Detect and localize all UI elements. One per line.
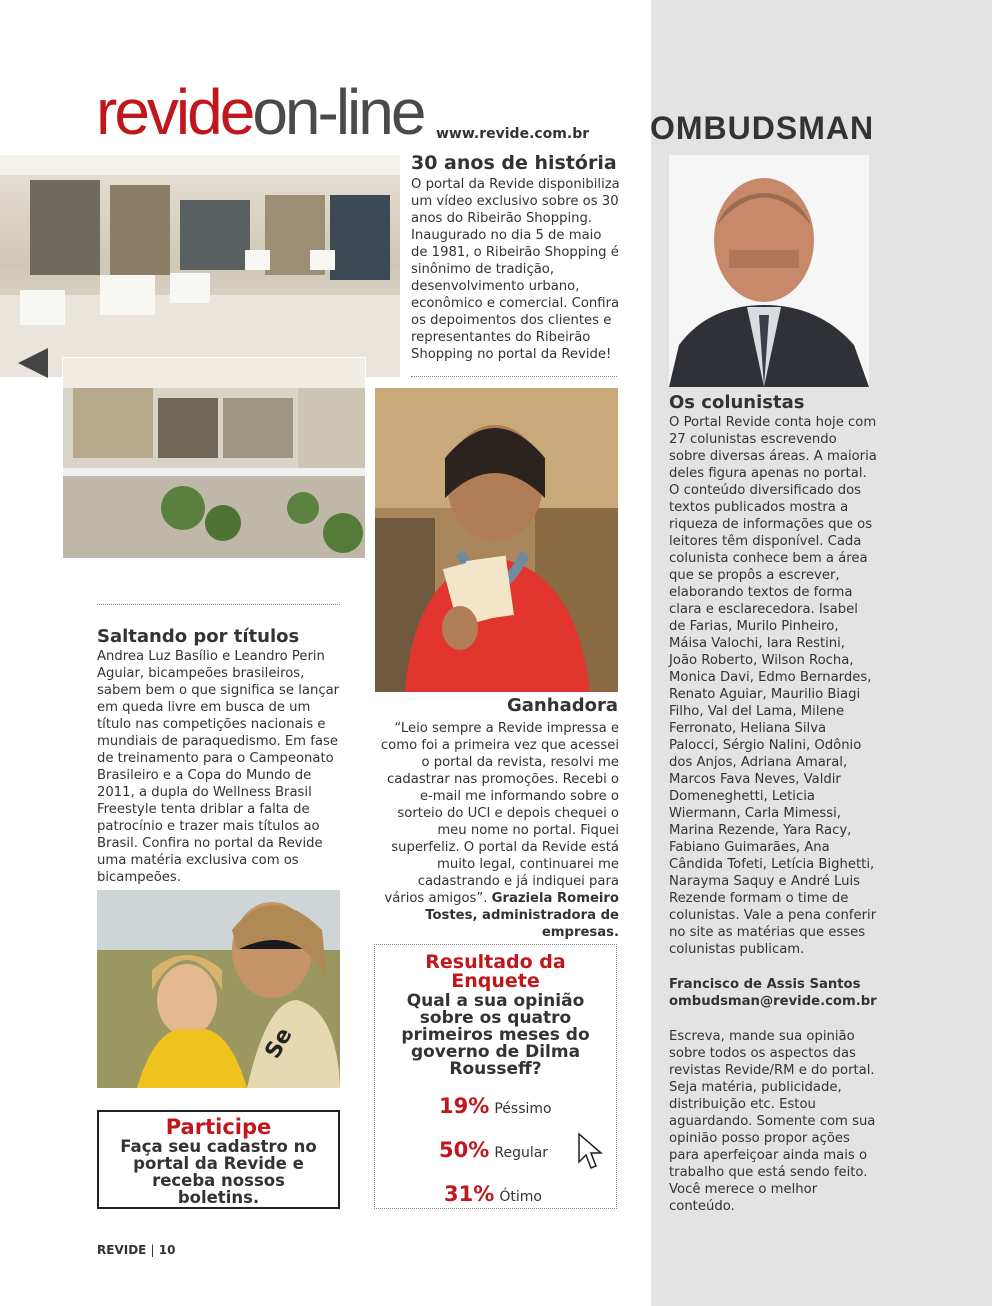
poll-question: Qual a sua opinião sobre os quatro primeiros meses do governo de Dilma Rousseff? — [401, 991, 590, 1079]
ombudsman-photo — [669, 155, 869, 387]
section-title-ombudsman: OMBUDSMAN — [650, 110, 875, 146]
poll-result-pct: 31% — [444, 1182, 495, 1206]
site-url[interactable]: www.revide.com.br — [436, 126, 590, 142]
ombudsman-body: O Portal Revide conta hoje com 27 colunistas escrevendo sobre diversas áreas. A maioria deles figura apenas no portal. O conteúdo diversificado dos textos publicados mostra a riqueza de informações que os leitores têm disponível. Cada colunista conhece bem a área que se propôs a escrever, elaborando textos de forma clara e esclarecedora. Isabel de Farias, Murilo Pinheiro, Máisa Valochi, Iara Restini, João Roberto, Wilson Rocha, Monica Davi, Edmo Bernardes, Renato Aguiar, Maurilio Biagi Filho, Val del Lama, Milene Ferronato, Heliana Silva Palocci, Sérgio Nalini, Odônio dos Anjos, Adriana Amaral, Marcos Fava Neves, Valdir Domeneghetti, Leticia Wiermann, Carla Mimessi, Marina Rezende, Yara Racy, Fabiano Guimarães, Ana Cândida Tofeti, Letícia Bighetti, Narayma Saquy e André Luis Rezende formam o time de colunistas. Vale a pena conferir no site as matérias que esses colunistas publicam. — [669, 415, 877, 957]
ombudsman-closing: Escreva, mande sua opinião sobre todos os aspectos das revistas Revide/RM e do portal. Seja matéria, publicidade, distribuição etc. Estou aguardando. Somente com sua opinião posso propor ações para aperfeiçoar ainda mais o trabalho que está sendo feito. Você merece o melhor conteúdo. — [669, 1029, 876, 1214]
left-arrow-icon — [18, 348, 48, 378]
article-title-winner: Ganhadora — [507, 695, 618, 716]
winner-author: Graziela Romeiro Tostes, administradora de empresas. — [425, 891, 619, 940]
winner-quote: “Leio sempre a Revide impressa e como foi a primeira vez que acessei o portal da revista, resolvi me cadastrar nas promoções. Recebi o e-mail me informando sobre o sorteio do UCI e depois chequei o meu nome no portal. Fiquei superfeliz. O portal da Revide está muito legal, continuarei me cadastrando e já indiquei para vários amigos”. — [380, 721, 619, 906]
poll-box — [374, 944, 617, 1209]
revide-online-logo — [96, 76, 424, 148]
mall-photo-interior — [62, 357, 366, 559]
ombudsman-title: Os colunistas — [669, 392, 805, 413]
skydivers-photo — [97, 890, 340, 1088]
page-number: 10 — [158, 1243, 176, 1257]
poll-result-row[interactable] — [375, 1182, 616, 1226]
participe-box[interactable] — [97, 1110, 340, 1209]
logo-revide: revide — [96, 76, 253, 148]
article-body-history: O portal da Revide disponibiliza um vídeo exclusivo sobre os 30 anos do Ribeirão Shopping. Inaugurado no dia 5 de maio de 1981, o Ribeirão Shopping é sinônimo de tradição, desenvolvimento urbano, econômico e comercial. Confira os depoimentos dos clientes e representantes do Ribeirão Shopping no portal da Revide! — [411, 177, 620, 362]
footer-separator: | — [150, 1243, 155, 1257]
article-body-titles: Andrea Luz Basílio e Leandro Perin Aguiar, bicampeões brasileiros, sabem bem o que significa se lançar em queda livre em busca de um título nas competições nacionais e mundiais de paraquedismo. Em fase de treinamento para o Campeonato Brasileiro e a Copa do Mundo de 2011, a dupla do Wellness Brasil Freestyle tenta driblar a falta de patrocínio e trazer mais títulos ao Brasil. Confira no portal da Revide uma matéria exclusiva com os bicampeões. — [97, 649, 340, 885]
poll-result-pct: 50% — [439, 1138, 490, 1162]
participe-body: Faça seu cadastro no portal da Revide e receba nossos boletins. — [120, 1137, 317, 1207]
article-title-history: 30 anos de história — [411, 152, 617, 174]
poll-result-pct: 19% — [439, 1094, 490, 1118]
mall-photo-atrium — [0, 155, 400, 377]
winner-photo — [375, 388, 618, 692]
mouse-pointer-icon — [577, 1132, 603, 1172]
divider — [411, 376, 617, 377]
article-title-titles: Saltando por títulos — [97, 626, 300, 647]
poll-title: Resultado da Enquete — [425, 951, 566, 992]
divider — [97, 604, 340, 605]
ombudsman-signature-name: Francisco de Assis Santos — [669, 977, 861, 992]
footer-magazine: REVIDE — [97, 1243, 147, 1257]
logo-online: on-line — [252, 76, 424, 148]
article-quote-winner — [376, 720, 619, 941]
poll-result-label: Regular — [494, 1145, 549, 1161]
svg-text:Se: Se — [260, 1023, 298, 1063]
poll-result-label: Péssimo — [494, 1101, 552, 1117]
participe-title: Participe — [165, 1115, 272, 1139]
ombudsman-email[interactable]: ombudsman@revide.com.br — [669, 994, 877, 1009]
footer — [97, 1243, 175, 1257]
poll-result-label: Ótimo — [499, 1189, 542, 1205]
